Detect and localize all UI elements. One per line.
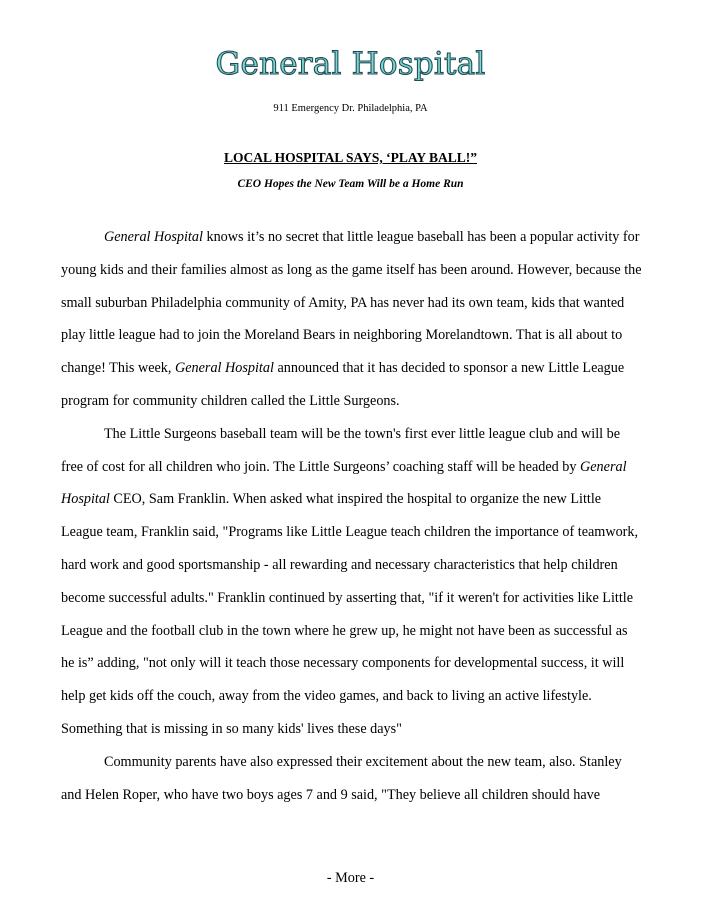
hospital-name-italic: General Hospital bbox=[175, 360, 274, 377]
article-paragraph-3: Community parents have also expressed their excitement about the new team, also. Stanley and Helen Roper, who have two boys ages 7 and 9 said, "They believe all children should have bbox=[61, 753, 622, 803]
press-release-headline: LOCAL HOSPITAL SAYS, ‘PLAY BALL!” bbox=[224, 150, 477, 165]
article-paragraph-1 bbox=[61, 221, 643, 418]
paragraph-text: CEO, Sam Franklin. When asked what inspired the hospital to organize the new Little League team, Franklin said, "Programs like Little League teach children the importance of teamwork, hard work and good sportsmanship - all rewarding and necessary characteristics that help children become successful adults." Franklin continued by asserting that, "if it weren't for activities like Little League and the football club in the town where he grew up, he might not have been as successful as he is” adding, "not only will it teach those necessary components for developmental success, it will help get kids off the couch, away from the video games, and back to living an active lifestyle. Something that is missing in so many kids' lives these days" bbox=[61, 491, 639, 737]
press-release-subheadline: CEO Hopes the New Team Will be a Home Run bbox=[237, 178, 464, 190]
paragraph-text: announced that it has decided to sponsor a new Little League program for community children called the Little Surgeons. bbox=[61, 360, 625, 409]
paragraph-text: knows it’s no secret that little league baseball has been a popular activity for young kids and their families almost as long as the game itself has been around. However, because the small suburban Philadelphia community of Amity, PA has never had its own team, kids that wanted play little league had to join the Moreland Bears in neighboring Morelandtown. That is all about to change! This week, bbox=[61, 229, 642, 377]
article-paragraph-2 bbox=[61, 418, 643, 746]
paragraph-text: The Little Surgeons baseball team will be the town's first ever little league club and will be free of cost for all children who join. The Little Surgeons’ coaching staff will be headed by bbox=[61, 425, 621, 475]
hospital-name-italic: General Hospital bbox=[61, 458, 627, 508]
article-body bbox=[61, 221, 643, 811]
hospital-logo: General Hospital bbox=[215, 46, 486, 82]
hospital-name-italic: General Hospital bbox=[104, 229, 203, 245]
continued-marker: - More - bbox=[326, 870, 375, 886]
hospital-address: 911 Emergency Dr. Philadelphia, PA bbox=[273, 103, 428, 114]
